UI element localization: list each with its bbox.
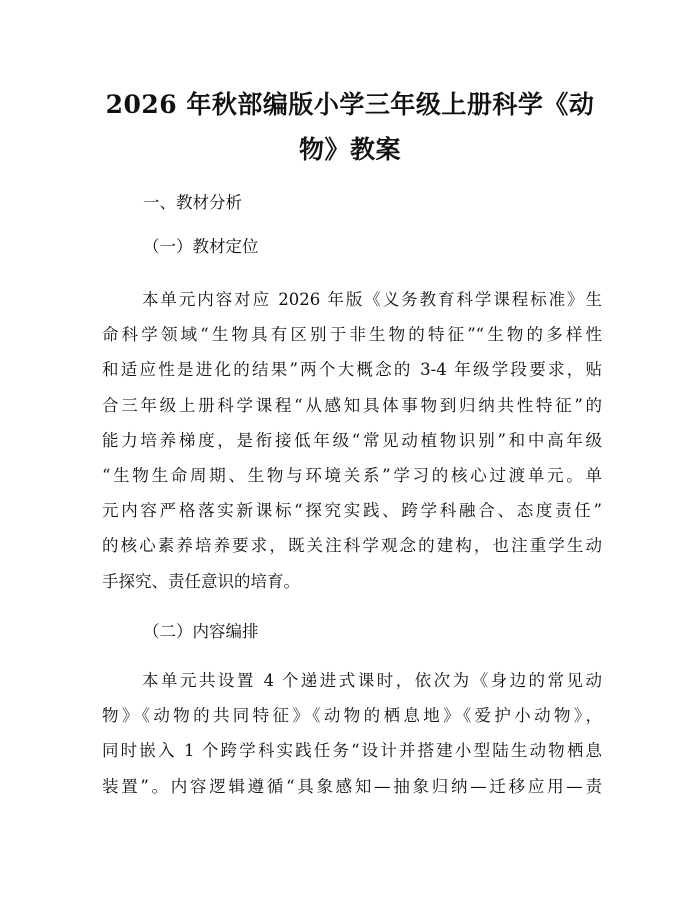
paragraph-line: 本单元内容对应 2026 年版《义务教育科学课程标准》生 [142, 290, 602, 309]
document-title-line-2: 物》教案 [298, 135, 401, 164]
paragraph-line: 物》《动物的共同特征》《动物的栖息地》《爱护小动物》， [102, 706, 602, 726]
paragraph-line: 本单元共设置 4 个递进式课时，依次为《身边的常见动 [142, 671, 602, 690]
paragraph-line: 同时嵌入 1 个跨学科实践任务“设计并搭建小型陆生动物栖息 [102, 741, 602, 761]
document-title-line-1: 2026 年秋部编版小学三年级上册科学《动 [105, 90, 595, 119]
paragraph-content-arrangement [102, 663, 602, 804]
subsection-heading-content-arrangement: （二）内容编排 [143, 622, 259, 641]
subsection-heading-textbook-positioning: （一）教材定位 [143, 237, 259, 256]
section-heading-textbook-analysis: 一、教材分析 [143, 193, 242, 212]
paragraph-line: “生物生命周期、生物与环境关系”学习的核心过渡单元。单 [102, 465, 602, 485]
paragraph-line: 装置”。内容逻辑遵循“具象感知—抽象归纳—迁移应用—责 [102, 776, 602, 796]
paragraph-line: 能力培养梯度，是衔接低年级“常见动植物识别”和中高年级 [102, 430, 602, 450]
paragraph-textbook-positioning [102, 282, 602, 599]
paragraph-line: 命科学领域“生物具有区别于非生物的特征”“生物的多样性 [102, 325, 602, 345]
paragraph-line: 和适应性是进化的结果”两个大概念的 3-4 年级学段要求，贴 [102, 360, 602, 380]
paragraph-line: 手探究、责任意识的培育。 [102, 571, 300, 591]
paragraph-line: 元内容严格落实新课标“探究实践、跨学科融合、态度责任” [102, 501, 602, 521]
paragraph-line: 的核心素养培养要求，既关注科学观念的建构，也注重学生动 [102, 536, 602, 556]
paragraph-line: 合三年级上册科学课程“从感知具体事物到归纳共性特征”的 [102, 395, 602, 415]
